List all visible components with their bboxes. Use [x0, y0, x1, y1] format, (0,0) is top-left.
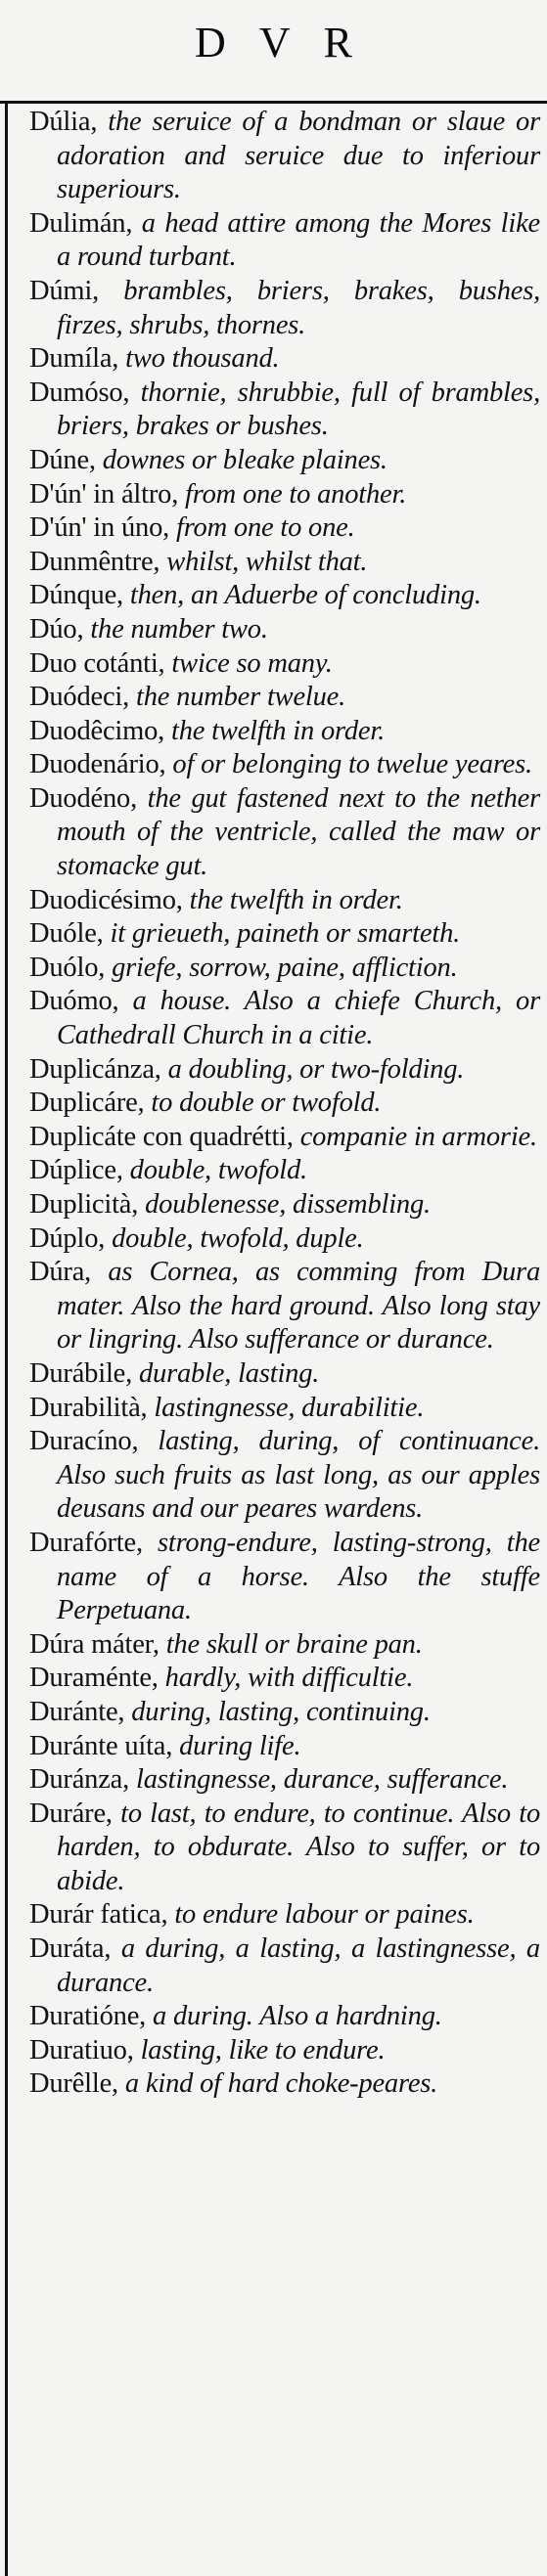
entry-headword: Duráta, [29, 1933, 121, 1965]
entry-headword: Duódeci, [29, 682, 136, 713]
entry-headword: Duránza, [29, 1764, 136, 1796]
dictionary-entry [29, 917, 540, 952]
dictionary-entry [29, 613, 540, 647]
dictionary-entry [29, 342, 540, 377]
entry-definition: brambles, briers, brakes, bushes, firzes, shrubs, thornes. [57, 275, 541, 340]
entry-definition: during, lasting, continuing. [131, 1696, 431, 1727]
entry-headword: Durábile, [29, 1357, 139, 1389]
entry-definition: twice so many. [171, 647, 333, 679]
entry-headword: Duólo, [29, 952, 113, 983]
entry-headword: Duodêcimo, [29, 715, 172, 746]
entry-definition: double, twofold, duple. [112, 1222, 364, 1254]
entry-definition: lasting, during, of continuance. Also such fruits as last long, as our apples deusans and our peares wardens. [57, 1426, 540, 1525]
dictionary-entry [29, 579, 540, 613]
entry-headword: Dúne, [29, 444, 103, 475]
entry-definition: a during, a lasting, a lastingnesse, a durance. [57, 1933, 540, 1998]
entry-headword: Durár fatica, [29, 1899, 175, 1931]
dictionary-entry [29, 1222, 540, 1257]
entry-definition: the gut fastened next to the nether mouth of the ventricle, called the maw or stomacke gut. [57, 782, 540, 882]
dictionary-entry [29, 1628, 540, 1663]
entry-headword: Duodenário, [29, 749, 173, 780]
dictionary-entry [29, 1121, 540, 1155]
entry-definition: a house. Also a chiefe Church, or Cathedrall Church in a citie. [57, 986, 540, 1051]
entry-definition: then, an Aduerbe of concluding. [129, 580, 481, 611]
dictionary-entry [29, 1696, 540, 1730]
entry-headword: D'ún' in úno, [29, 512, 176, 544]
entry-definition: the number twelue. [136, 682, 346, 713]
entry-headword: Dumíla, [29, 343, 126, 375]
entry-definition: whilst, whilst that. [166, 546, 368, 577]
dictionary-entry [29, 1087, 540, 1121]
entry-definition: thornie, shrubbie, full of brambles, briers, brakes or bushes. [57, 377, 540, 442]
dictionary-entry [29, 1932, 540, 2000]
entry-definition: downes or bleake plaines. [102, 444, 387, 475]
dictionary-entries [29, 106, 540, 2102]
entry-headword: Duplicánza, [29, 1053, 168, 1085]
dictionary-entry [29, 207, 540, 275]
entry-headword: Durêlle, [29, 2068, 125, 2100]
dictionary-entry [29, 884, 540, 918]
dictionary-entry [29, 275, 540, 342]
entry-headword: Duplicáte con quadrétti, [29, 1121, 300, 1152]
entry-definition: the seruice of a bondman or slaue or adoration and seruice due to inferiour superiours. [57, 107, 540, 205]
entry-headword: Duráre, [29, 1798, 121, 1829]
entry-headword: Duóle, [29, 918, 111, 950]
entry-definition: companie in armorie. [299, 1121, 537, 1152]
entry-headword: Dúo, [29, 613, 91, 644]
header-rule [0, 101, 547, 104]
dictionary-entry [29, 546, 540, 580]
entry-headword: Dúmi, [29, 275, 124, 306]
dictionary-entry [29, 1798, 540, 1899]
entry-definition: double, twofold. [129, 1155, 307, 1186]
dictionary-entry [29, 1763, 540, 1798]
dictionary-entry [29, 2034, 540, 2068]
entry-definition: as Cornea, as comming from Dura mater. Also the hard ground. Also long stay or lingring. Also sufferance or durance. [57, 1257, 540, 1355]
entry-headword: Dúra máter, [29, 1628, 166, 1660]
dictionary-entry [29, 1527, 540, 1628]
entry-definition: of or belonging to twelue yeares. [172, 749, 532, 780]
dictionary-entry [29, 1730, 540, 1764]
dictionary-entry [29, 511, 540, 546]
dictionary-entry [29, 1188, 540, 1222]
dictionary-entry [29, 782, 540, 884]
entry-headword: Durafórte, [29, 1527, 158, 1558]
dictionary-entry [29, 1154, 540, 1188]
dictionary-entry [29, 478, 540, 512]
dictionary-entry [29, 1425, 540, 1527]
entry-definition: strong-endure, lasting-strong, the name of a horse. Also the stuffe Perpetuana. [57, 1527, 541, 1626]
dictionary-entry [29, 715, 540, 749]
dictionary-entry [29, 106, 540, 207]
entry-definition: griefe, sorrow, paine, affliction. [112, 952, 458, 983]
dictionary-entry [29, 2067, 540, 2102]
entry-definition: the skull or braine pan. [165, 1628, 423, 1660]
dictionary-entry [29, 444, 540, 478]
entry-headword: Dúplo, [29, 1222, 113, 1254]
entry-definition: hardly, with difficultie. [164, 1663, 414, 1694]
entry-headword: Dumóso, [29, 377, 141, 408]
entry-headword: Dunmêntre, [29, 546, 167, 577]
entry-definition: doublenesse, dissembling. [145, 1189, 431, 1220]
entry-headword: Duracíno, [29, 1426, 159, 1457]
entry-definition: two thousand. [125, 343, 280, 375]
entry-definition: a head attire among the Mores like a round turbant. [57, 207, 541, 273]
entry-headword: Dúlia, [29, 107, 98, 137]
entry-headword: Duómo, [29, 986, 133, 1017]
dictionary-entry [29, 647, 540, 682]
entry-headword: Dúnque, [29, 580, 130, 611]
entry-definition: lastingnesse, durance, sufferance. [135, 1764, 509, 1796]
entry-definition: to endure labour or paines. [174, 1899, 475, 1931]
entry-headword: Duratiuo, [29, 2034, 141, 2065]
dictionary-entry [29, 1898, 540, 1932]
dictionary-entry [29, 952, 540, 986]
entry-headword: Duránte, [29, 1696, 132, 1727]
entry-definition: the twelfth in order. [171, 715, 386, 746]
entry-headword: Dulimán, [29, 207, 142, 239]
entry-headword: Durabilità, [29, 1392, 155, 1423]
dictionary-entry [29, 377, 540, 444]
entry-definition: to last, to endure, to continue. Also to harden, to obdurate. Also to suffer, or to abide. [57, 1798, 540, 1896]
dictionary-entry [29, 1392, 540, 1426]
entry-headword: Duo cotánti, [29, 647, 172, 679]
entry-headword: Duplicáre, [29, 1088, 152, 1119]
entry-definition: to double or twofold. [151, 1088, 382, 1119]
entry-definition: lastingnesse, durabilitie. [154, 1392, 425, 1423]
column-rule [5, 101, 8, 2576]
dictionary-entry [29, 985, 540, 1052]
entry-definition: durable, lasting. [138, 1357, 320, 1389]
dictionary-entry [29, 2000, 540, 2034]
dictionary-entry [29, 748, 540, 782]
entry-headword: Duránte uíta, [29, 1730, 180, 1761]
page-header: DVR [195, 19, 386, 67]
entry-headword: Duraménte, [29, 1663, 165, 1694]
entry-definition: a doubling, or two-folding. [167, 1053, 465, 1085]
dictionary-entry [29, 1256, 540, 1357]
dictionary-entry [29, 681, 540, 715]
entry-definition: from one to one. [175, 512, 355, 544]
entry-definition: the twelfth in order. [189, 884, 403, 915]
entry-headword: Dúra, [29, 1257, 109, 1288]
entry-definition: lasting, like to endure. [140, 2034, 386, 2065]
entry-definition: a kind of hard choke-peares. [124, 2068, 438, 2100]
entry-headword: Dúplice, [29, 1155, 130, 1186]
dictionary-entry [29, 1053, 540, 1088]
dictionary-entry [29, 1357, 540, 1392]
entry-headword: Duplicità, [29, 1189, 146, 1220]
entry-definition: a during. Also a hardning. [153, 2001, 442, 2032]
entry-definition: it grieueth, paineth or smarteth. [110, 918, 461, 950]
dictionary-entry [29, 1662, 540, 1696]
entry-headword: D'ún' in áltro, [29, 478, 186, 510]
entry-definition: from one to another. [185, 478, 407, 510]
entry-headword: Duodéno, [29, 782, 148, 814]
entry-definition: during life. [179, 1730, 301, 1761]
entry-headword: Duratióne, [29, 2001, 154, 2032]
entry-definition: the number two. [90, 613, 268, 644]
entry-headword: Duodicésimo, [29, 884, 190, 915]
